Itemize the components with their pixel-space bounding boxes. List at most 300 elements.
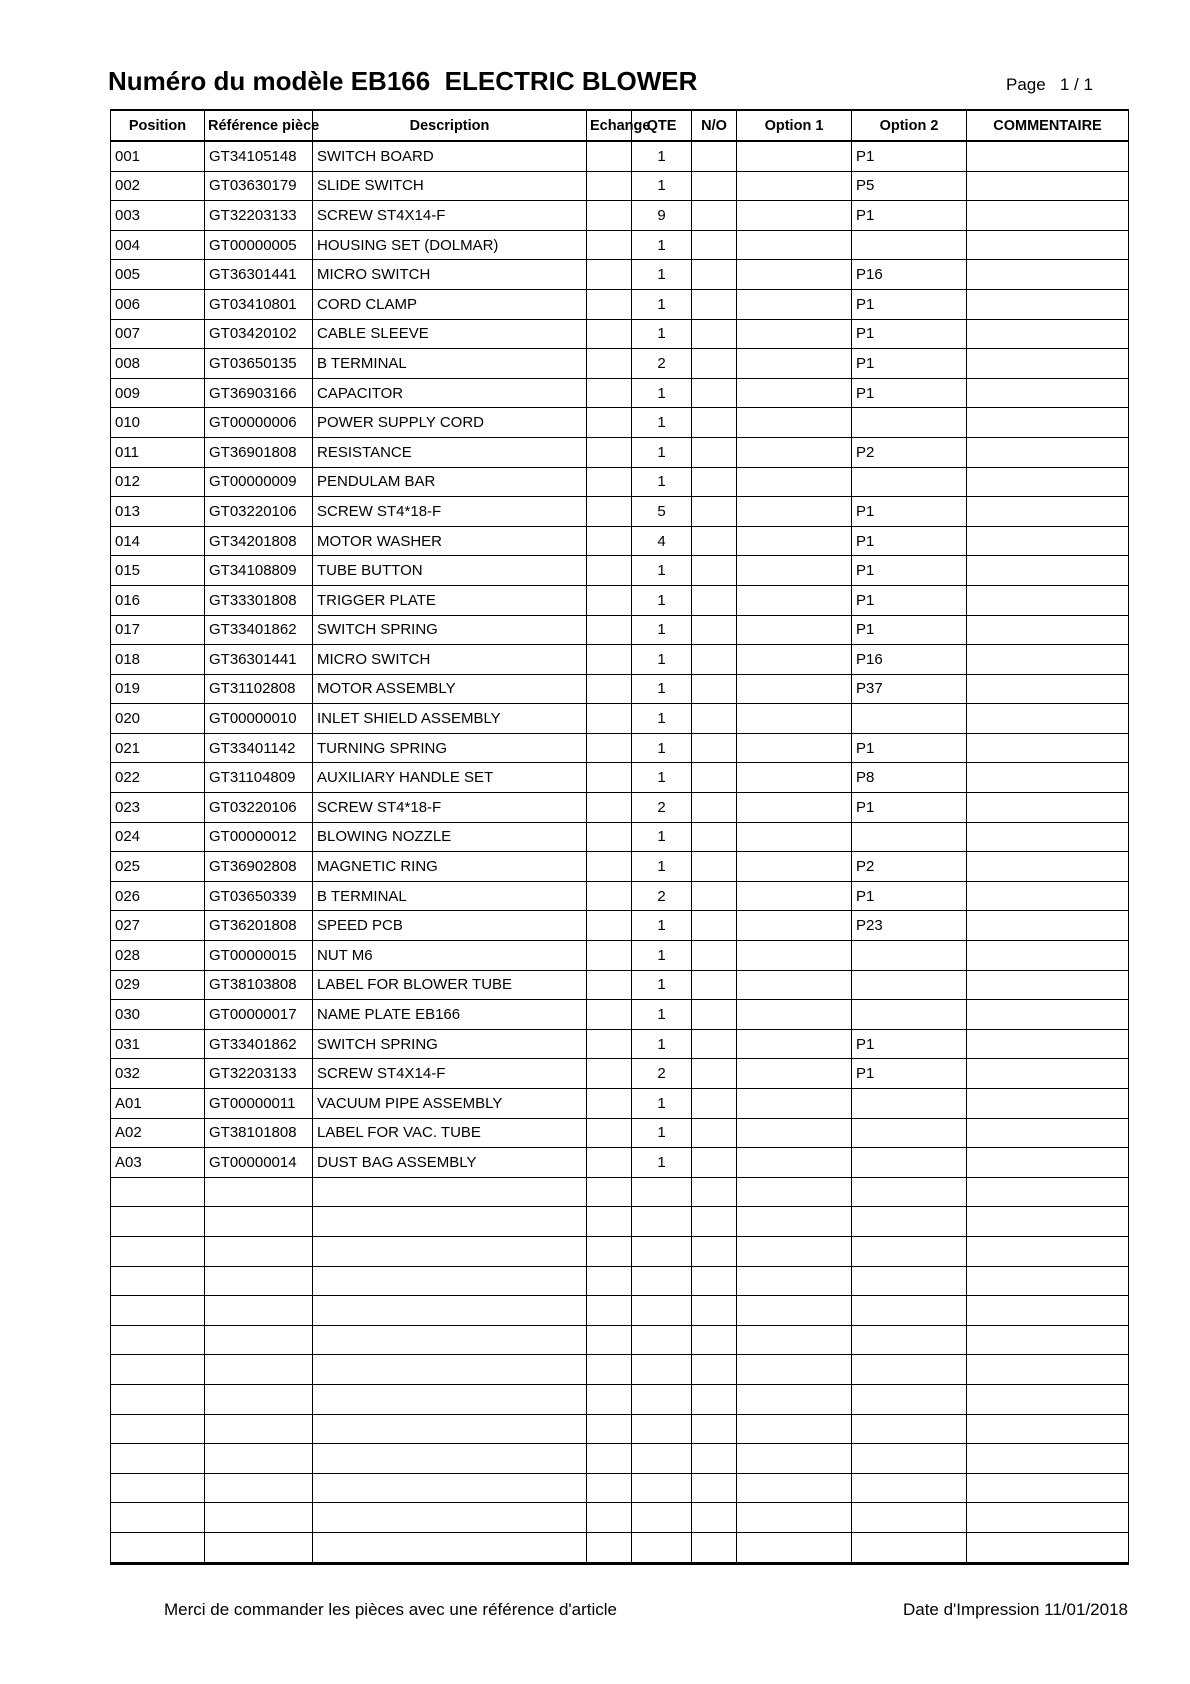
cell-option1	[737, 1177, 852, 1207]
cell-option2: P5	[852, 171, 967, 201]
cell-position: 027	[111, 911, 205, 941]
cell-reference: GT00000011	[205, 1089, 313, 1119]
table-row	[111, 349, 1129, 379]
cell-reference	[205, 1296, 313, 1326]
table-row	[111, 852, 1129, 882]
cell-description	[313, 1325, 587, 1355]
cell-option1	[737, 289, 852, 319]
cell-option2: P8	[852, 763, 967, 793]
cell-commentaire	[967, 763, 1129, 793]
cell-reference: GT00000015	[205, 941, 313, 971]
cell-commentaire	[967, 1325, 1129, 1355]
cell-position: 006	[111, 289, 205, 319]
cell-reference	[205, 1444, 313, 1474]
parts-table-body	[111, 141, 1129, 1563]
cell-position	[111, 1444, 205, 1474]
table-row	[111, 615, 1129, 645]
cell-description: MOTOR WASHER	[313, 526, 587, 556]
cell-commentaire	[967, 1444, 1129, 1474]
cell-commentaire	[967, 674, 1129, 704]
cell-commentaire	[967, 319, 1129, 349]
cell-option2: P1	[852, 615, 967, 645]
cell-option1	[737, 793, 852, 823]
cell-commentaire	[967, 852, 1129, 882]
cell-echange	[587, 408, 632, 438]
cell-description	[313, 1207, 587, 1237]
cell-no	[692, 1207, 737, 1237]
cell-commentaire	[967, 526, 1129, 556]
cell-option2: P2	[852, 437, 967, 467]
cell-option1	[737, 1118, 852, 1148]
table-row	[111, 497, 1129, 527]
cell-description	[313, 1444, 587, 1474]
cell-echange	[587, 1118, 632, 1148]
cell-echange	[587, 674, 632, 704]
cell-echange	[587, 437, 632, 467]
cell-reference	[205, 1266, 313, 1296]
cell-echange	[587, 260, 632, 290]
cell-no	[692, 556, 737, 586]
cell-position: 012	[111, 467, 205, 497]
cell-no	[692, 141, 737, 171]
cell-description	[313, 1503, 587, 1533]
cell-reference	[205, 1503, 313, 1533]
cell-option2	[852, 230, 967, 260]
cell-commentaire	[967, 556, 1129, 586]
cell-qte	[632, 1236, 692, 1266]
empty-table-row	[111, 1207, 1129, 1237]
cell-no	[692, 526, 737, 556]
cell-option1	[737, 1414, 852, 1444]
cell-position: 013	[111, 497, 205, 527]
empty-table-row	[111, 1355, 1129, 1385]
cell-no	[692, 1029, 737, 1059]
cell-description: CORD CLAMP	[313, 289, 587, 319]
cell-option2: P16	[852, 645, 967, 675]
cell-description: INLET SHIELD ASSEMBLY	[313, 704, 587, 734]
cell-description: B TERMINAL	[313, 881, 587, 911]
column-header-commentaire: COMMENTAIRE	[967, 110, 1129, 141]
cell-commentaire	[967, 911, 1129, 941]
empty-table-row	[111, 1532, 1129, 1563]
cell-no	[692, 911, 737, 941]
cell-description: CABLE SLEEVE	[313, 319, 587, 349]
cell-description: SWITCH SPRING	[313, 615, 587, 645]
cell-qte: 1	[632, 615, 692, 645]
cell-qte	[632, 1207, 692, 1237]
cell-echange	[587, 1325, 632, 1355]
cell-position: 010	[111, 408, 205, 438]
cell-no	[692, 585, 737, 615]
cell-option1	[737, 171, 852, 201]
cell-no	[692, 793, 737, 823]
table-row	[111, 230, 1129, 260]
table-row	[111, 970, 1129, 1000]
cell-commentaire	[967, 171, 1129, 201]
cell-option1	[737, 378, 852, 408]
cell-option2	[852, 1148, 967, 1178]
cell-reference: GT38103808	[205, 970, 313, 1000]
document-title: Numéro du modèle EB166 ELECTRIC BLOWER	[108, 66, 698, 96]
cell-option2: P1	[852, 556, 967, 586]
cell-reference	[205, 1236, 313, 1266]
cell-reference: GT36901808	[205, 437, 313, 467]
cell-commentaire	[967, 467, 1129, 497]
cell-option1	[737, 201, 852, 231]
cell-commentaire	[967, 437, 1129, 467]
table-row	[111, 585, 1129, 615]
cell-description: SCREW ST4*18-F	[313, 497, 587, 527]
cell-echange	[587, 201, 632, 231]
cell-commentaire	[967, 1148, 1129, 1178]
cell-reference: GT34201808	[205, 526, 313, 556]
cell-option2: P1	[852, 289, 967, 319]
cell-echange	[587, 378, 632, 408]
cell-option1	[737, 881, 852, 911]
cell-echange	[587, 1148, 632, 1178]
empty-table-row	[111, 1177, 1129, 1207]
cell-option1	[737, 1473, 852, 1503]
table-row	[111, 1089, 1129, 1119]
cell-commentaire	[967, 1414, 1129, 1444]
cell-description: CAPACITOR	[313, 378, 587, 408]
cell-qte	[632, 1503, 692, 1533]
cell-echange	[587, 1444, 632, 1474]
cell-no	[692, 171, 737, 201]
table-row	[111, 704, 1129, 734]
cell-commentaire	[967, 704, 1129, 734]
cell-position: 019	[111, 674, 205, 704]
cell-option1	[737, 615, 852, 645]
cell-position: 004	[111, 230, 205, 260]
cell-echange	[587, 497, 632, 527]
cell-commentaire	[967, 141, 1129, 171]
cell-qte	[632, 1384, 692, 1414]
cell-echange	[587, 970, 632, 1000]
cell-no	[692, 970, 737, 1000]
cell-qte: 1	[632, 437, 692, 467]
cell-option1	[737, 1532, 852, 1563]
cell-no	[692, 1384, 737, 1414]
cell-commentaire	[967, 1000, 1129, 1030]
cell-commentaire	[967, 615, 1129, 645]
cell-reference: GT00000017	[205, 1000, 313, 1030]
cell-option1	[737, 733, 852, 763]
cell-reference: GT36903166	[205, 378, 313, 408]
cell-echange	[587, 1266, 632, 1296]
cell-description: POWER SUPPLY CORD	[313, 408, 587, 438]
cell-position: 002	[111, 171, 205, 201]
cell-echange	[587, 1384, 632, 1414]
cell-echange	[587, 1296, 632, 1326]
cell-qte: 1	[632, 970, 692, 1000]
table-row	[111, 289, 1129, 319]
cell-no	[692, 733, 737, 763]
empty-table-row	[111, 1414, 1129, 1444]
cell-commentaire	[967, 1384, 1129, 1414]
table-header-row	[111, 110, 1129, 141]
cell-no	[692, 1296, 737, 1326]
cell-reference	[205, 1325, 313, 1355]
cell-option2	[852, 822, 967, 852]
cell-description: B TERMINAL	[313, 349, 587, 379]
cell-qte: 1	[632, 378, 692, 408]
cell-reference: GT03650339	[205, 881, 313, 911]
cell-qte: 1	[632, 822, 692, 852]
cell-reference: GT03410801	[205, 289, 313, 319]
cell-position	[111, 1503, 205, 1533]
cell-no	[692, 1444, 737, 1474]
cell-reference	[205, 1414, 313, 1444]
cell-position: 005	[111, 260, 205, 290]
cell-position: 021	[111, 733, 205, 763]
cell-qte	[632, 1532, 692, 1563]
cell-qte: 9	[632, 201, 692, 231]
cell-option1	[737, 1059, 852, 1089]
cell-position	[111, 1207, 205, 1237]
cell-description: PENDULAM BAR	[313, 467, 587, 497]
cell-commentaire	[967, 260, 1129, 290]
cell-reference: GT33401862	[205, 615, 313, 645]
cell-position: A03	[111, 1148, 205, 1178]
cell-qte: 5	[632, 497, 692, 527]
cell-option2	[852, 970, 967, 1000]
cell-reference: GT00000005	[205, 230, 313, 260]
cell-no	[692, 1532, 737, 1563]
cell-reference: GT00000006	[205, 408, 313, 438]
cell-position: 029	[111, 970, 205, 1000]
cell-description	[313, 1177, 587, 1207]
cell-echange	[587, 763, 632, 793]
cell-description: HOUSING SET (DOLMAR)	[313, 230, 587, 260]
cell-option1	[737, 822, 852, 852]
empty-table-row	[111, 1473, 1129, 1503]
column-header-description: Description	[313, 110, 587, 141]
cell-no	[692, 674, 737, 704]
cell-commentaire	[967, 793, 1129, 823]
cell-option1	[737, 1000, 852, 1030]
cell-reference: GT32203133	[205, 1059, 313, 1089]
cell-option1	[737, 704, 852, 734]
cell-description: AUXILIARY HANDLE SET	[313, 763, 587, 793]
cell-description: TUBE BUTTON	[313, 556, 587, 586]
cell-no	[692, 1118, 737, 1148]
cell-option2: P1	[852, 1029, 967, 1059]
cell-position: 031	[111, 1029, 205, 1059]
cell-echange	[587, 822, 632, 852]
cell-commentaire	[967, 289, 1129, 319]
cell-qte: 1	[632, 704, 692, 734]
cell-reference	[205, 1532, 313, 1563]
column-header-qte: QTE	[632, 110, 692, 141]
table-row	[111, 556, 1129, 586]
table-row	[111, 1148, 1129, 1178]
table-row	[111, 467, 1129, 497]
cell-option2: P16	[852, 260, 967, 290]
cell-no	[692, 1473, 737, 1503]
cell-reference: GT03220106	[205, 497, 313, 527]
cell-option2: P1	[852, 733, 967, 763]
cell-qte: 1	[632, 1029, 692, 1059]
cell-option2	[852, 1473, 967, 1503]
cell-option2	[852, 704, 967, 734]
cell-description	[313, 1384, 587, 1414]
cell-no	[692, 941, 737, 971]
cell-no	[692, 1355, 737, 1385]
empty-table-row	[111, 1266, 1129, 1296]
cell-option2: P1	[852, 201, 967, 231]
cell-no	[692, 201, 737, 231]
cell-position: 003	[111, 201, 205, 231]
cell-position	[111, 1236, 205, 1266]
cell-option1	[737, 230, 852, 260]
cell-reference: GT31102808	[205, 674, 313, 704]
cell-qte: 1	[632, 852, 692, 882]
cell-reference: GT00000009	[205, 467, 313, 497]
cell-position: 024	[111, 822, 205, 852]
table-row	[111, 1000, 1129, 1030]
cell-qte: 1	[632, 911, 692, 941]
cell-option2: P1	[852, 881, 967, 911]
cell-option2	[852, 1118, 967, 1148]
cell-reference	[205, 1177, 313, 1207]
cell-commentaire	[967, 1118, 1129, 1148]
cell-description: TURNING SPRING	[313, 733, 587, 763]
cell-qte: 1	[632, 171, 692, 201]
cell-option2	[852, 1384, 967, 1414]
cell-option1	[737, 1503, 852, 1533]
table-row	[111, 260, 1129, 290]
cell-no	[692, 1059, 737, 1089]
cell-position: 032	[111, 1059, 205, 1089]
cell-echange	[587, 526, 632, 556]
cell-option2	[852, 1089, 967, 1119]
cell-commentaire	[967, 1207, 1129, 1237]
table-row	[111, 763, 1129, 793]
cell-description: LABEL FOR BLOWER TUBE	[313, 970, 587, 1000]
empty-table-row	[111, 1503, 1129, 1533]
cell-qte	[632, 1177, 692, 1207]
cell-echange	[587, 881, 632, 911]
order-note: Merci de commander les pièces avec une référence d'article	[164, 1600, 618, 1619]
cell-qte	[632, 1444, 692, 1474]
cell-commentaire	[967, 645, 1129, 675]
cell-option2: P1	[852, 585, 967, 615]
cell-no	[692, 822, 737, 852]
cell-description	[313, 1532, 587, 1563]
cell-commentaire	[967, 378, 1129, 408]
cell-position: A02	[111, 1118, 205, 1148]
cell-description: SPEED PCB	[313, 911, 587, 941]
cell-description	[313, 1355, 587, 1385]
cell-no	[692, 437, 737, 467]
table-row	[111, 733, 1129, 763]
cell-option1	[737, 1444, 852, 1474]
cell-description: VACUUM PIPE ASSEMBLY	[313, 1089, 587, 1119]
cell-echange	[587, 911, 632, 941]
cell-option2	[852, 1325, 967, 1355]
cell-description	[313, 1473, 587, 1503]
cell-position	[111, 1325, 205, 1355]
cell-reference: GT34108809	[205, 556, 313, 586]
cell-qte	[632, 1266, 692, 1296]
table-row	[111, 437, 1129, 467]
cell-description: MICRO SWITCH	[313, 645, 587, 675]
cell-echange	[587, 319, 632, 349]
cell-echange	[587, 1207, 632, 1237]
cell-commentaire	[967, 1532, 1129, 1563]
cell-echange	[587, 1414, 632, 1444]
cell-reference: GT33401862	[205, 1029, 313, 1059]
cell-no	[692, 1503, 737, 1533]
cell-position: 018	[111, 645, 205, 675]
cell-echange	[587, 645, 632, 675]
cell-no	[692, 319, 737, 349]
cell-commentaire	[967, 1296, 1129, 1326]
cell-position: 026	[111, 881, 205, 911]
cell-option1	[737, 556, 852, 586]
table-row	[111, 319, 1129, 349]
cell-description: NAME PLATE EB166	[313, 1000, 587, 1030]
cell-description: NUT M6	[313, 941, 587, 971]
cell-option2: P23	[852, 911, 967, 941]
cell-option2	[852, 408, 967, 438]
cell-commentaire	[967, 1503, 1129, 1533]
cell-position	[111, 1384, 205, 1414]
cell-position: 028	[111, 941, 205, 971]
cell-echange	[587, 941, 632, 971]
cell-commentaire	[967, 941, 1129, 971]
cell-description: BLOWING NOZZLE	[313, 822, 587, 852]
cell-qte: 1	[632, 289, 692, 319]
cell-reference: GT36301441	[205, 645, 313, 675]
cell-option1	[737, 349, 852, 379]
cell-description	[313, 1414, 587, 1444]
cell-qte: 2	[632, 793, 692, 823]
cell-option2: P1	[852, 793, 967, 823]
cell-reference: GT33401142	[205, 733, 313, 763]
cell-qte: 2	[632, 881, 692, 911]
cell-qte: 1	[632, 408, 692, 438]
cell-qte	[632, 1296, 692, 1326]
cell-option2	[852, 1355, 967, 1385]
cell-option2	[852, 1177, 967, 1207]
cell-qte: 1	[632, 1148, 692, 1178]
cell-reference	[205, 1207, 313, 1237]
cell-description	[313, 1236, 587, 1266]
cell-position	[111, 1532, 205, 1563]
print-date: Date d'Impression 11/01/2018	[902, 1600, 1128, 1619]
cell-position	[111, 1177, 205, 1207]
cell-echange	[587, 1473, 632, 1503]
column-header-echange: Echange	[587, 110, 632, 141]
cell-description: MAGNETIC RING	[313, 852, 587, 882]
cell-qte	[632, 1325, 692, 1355]
cell-option2: P37	[852, 674, 967, 704]
cell-commentaire	[967, 881, 1129, 911]
cell-option1	[737, 941, 852, 971]
cell-reference: GT33301808	[205, 585, 313, 615]
cell-position: 017	[111, 615, 205, 645]
cell-option2	[852, 1207, 967, 1237]
cell-option1	[737, 1029, 852, 1059]
cell-qte: 1	[632, 319, 692, 349]
table-row	[111, 408, 1129, 438]
cell-echange	[587, 467, 632, 497]
cell-option1	[737, 585, 852, 615]
cell-description: LABEL FOR VAC. TUBE	[313, 1118, 587, 1148]
table-row	[111, 941, 1129, 971]
